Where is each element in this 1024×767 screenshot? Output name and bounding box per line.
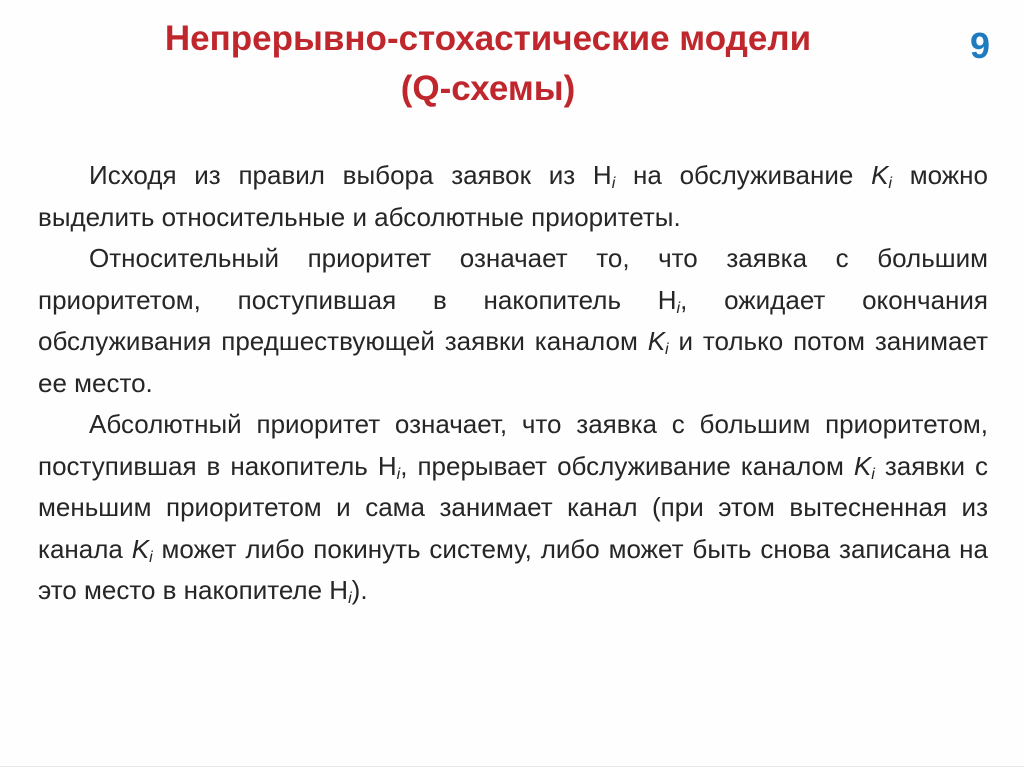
slide-title xyxy=(80,14,896,114)
symbol-K: K xyxy=(131,533,150,564)
subscript-i: i xyxy=(396,464,401,483)
symbol-K: K xyxy=(871,160,889,190)
title-line-2: (Q-схемы) xyxy=(400,69,576,108)
title-line-1: Непрерывно-стохастические модели xyxy=(164,19,812,58)
subscript-i: i xyxy=(888,174,893,193)
subscript-i: i xyxy=(348,589,352,608)
symbol-H: H xyxy=(657,284,677,315)
subscript-i: i xyxy=(611,174,616,193)
symbol-H: H xyxy=(377,450,397,481)
p1-text-3: можно выделить относительные и абсолютные приоритеты. xyxy=(38,160,989,232)
subscript-i: i xyxy=(871,464,875,483)
paragraph-relative-priority xyxy=(38,238,988,404)
p3-text-5: ). xyxy=(351,575,368,605)
symbol-K: K xyxy=(647,326,666,356)
p2-text-3: и только потом занимает ее место. xyxy=(38,326,988,398)
symbol-H: H xyxy=(329,575,349,605)
p1-text-2: на обслуживание xyxy=(615,160,872,190)
slide-number: 9 xyxy=(969,25,990,66)
subscript-i: i xyxy=(676,298,681,317)
p3-text-1: Абсолютный приоритет означает, что заявка с большим приоритетом, поступившая в накопитель xyxy=(38,409,988,481)
p3-text-4: может либо покинуть систему, либо может быть снова записана на это место в накопителе xyxy=(38,533,988,605)
subscript-i: i xyxy=(149,547,153,566)
p3-text-2: , прерывает обслуживание каналом xyxy=(400,450,854,481)
symbol-K: K xyxy=(853,450,872,481)
p3-text-3: заявки с меньшим приоритетом и сама занимает канал (при этом вытесненная из канала xyxy=(38,450,989,564)
paragraph-absolute-priority xyxy=(38,404,988,612)
p2-text-2: , ожидает окончания обслуживания предшествующей заявки каналом xyxy=(38,284,988,356)
subscript-i: i xyxy=(665,340,669,359)
paragraph-priorities-intro xyxy=(38,155,988,238)
symbol-H: H xyxy=(592,160,612,190)
p1-text-1: Исходя из правил выбора заявок из xyxy=(89,160,593,190)
p2-text-1: Относительный приоритет означает то, что заявка с большим приоритетом, поступившая в накопитель xyxy=(38,243,988,315)
slide-body xyxy=(38,155,988,612)
